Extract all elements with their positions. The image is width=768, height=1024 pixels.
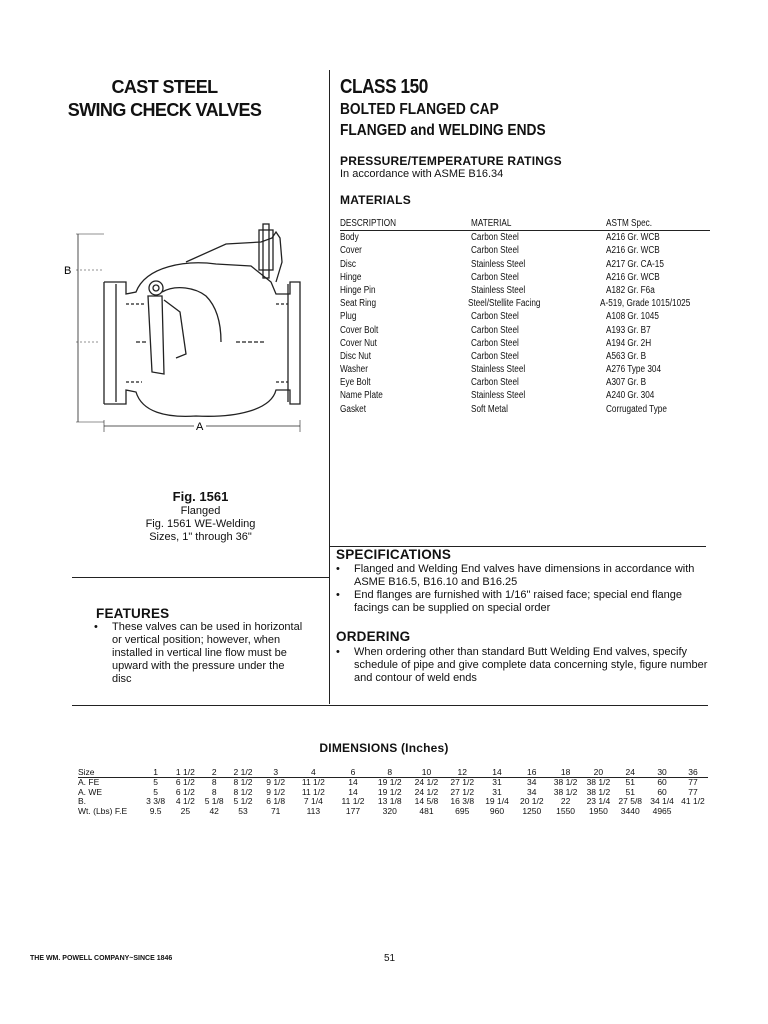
dimension-cell: 19 1/4 bbox=[485, 796, 509, 807]
section-bottom-rule bbox=[72, 705, 708, 706]
dimension-cell: 27 1/2 bbox=[450, 786, 475, 797]
dimension-cell: 77 bbox=[688, 786, 698, 797]
left-title-line-2: SWING CHECK VALVES bbox=[67, 100, 262, 120]
figure-line-1: Flanged bbox=[180, 505, 221, 517]
right-title-line-2: BOLTED FLANGED CAP bbox=[340, 101, 499, 118]
dimension-cell: 19 1/2 bbox=[377, 786, 402, 797]
figure-caption bbox=[72, 489, 329, 544]
dimension-cell: 51 bbox=[625, 786, 635, 797]
dimension-cell: 24 1/2 bbox=[414, 786, 439, 797]
material-name: Stainless Steel bbox=[470, 390, 526, 402]
material-name: Stainless Steel bbox=[470, 258, 526, 270]
materials-row bbox=[340, 324, 710, 337]
material-description: Washer bbox=[340, 364, 368, 376]
dimension-cell: 60 bbox=[657, 777, 667, 788]
material-name: Carbon Steel bbox=[470, 350, 519, 362]
spec-item bbox=[336, 563, 708, 589]
feature-item-text: These valves can be used in horizontal or vertical position; however, when installed in vertical line flow must be upward with the pressure under the disc bbox=[112, 621, 303, 685]
ordering-heading: ORDERING bbox=[336, 629, 411, 644]
dimension-cell: 34 bbox=[527, 777, 537, 788]
dimension-cell bbox=[678, 807, 708, 816]
dimension-cell: 5 1/8 bbox=[204, 796, 224, 807]
material-astm: A240 Gr. 304 bbox=[605, 390, 654, 402]
materials-row bbox=[340, 271, 710, 284]
figure-title: Fig. 1561 bbox=[172, 489, 229, 504]
material-name: Stainless Steel bbox=[470, 284, 526, 296]
dimension-cell: 1550 bbox=[556, 805, 576, 816]
dimension-cell: 27 1/2 bbox=[450, 777, 475, 788]
material-description: Eye Bolt bbox=[340, 377, 371, 389]
right-title-line-3: FLANGED and WELDING ENDS bbox=[340, 122, 546, 139]
dimension-cell: 177 bbox=[345, 805, 361, 816]
material-astm: A194 Gr. 2H bbox=[605, 337, 651, 349]
dimension-cell: 11 1/2 bbox=[301, 777, 325, 788]
left-title-line-1: CAST STEEL bbox=[111, 77, 218, 97]
ratings-section bbox=[340, 154, 562, 181]
materials-row bbox=[340, 376, 710, 389]
drawing-label-a: A bbox=[196, 421, 204, 433]
dimensions-heading-text: DIMENSIONS (Inches) bbox=[319, 741, 449, 755]
materials-row bbox=[340, 363, 710, 376]
dimension-cell: 38 1/2 bbox=[553, 777, 578, 788]
figure-line-3: Sizes, 1" through 36" bbox=[149, 531, 252, 543]
material-description: Name Plate bbox=[340, 390, 383, 402]
material-astm: A216 Gr. WCB bbox=[605, 232, 660, 244]
dimension-cell: 481 bbox=[419, 805, 434, 816]
dimension-cell: 2 1/2 bbox=[227, 768, 259, 778]
dimension-cell: 10 bbox=[408, 768, 446, 778]
dimension-row-label: A. WE bbox=[78, 786, 103, 797]
dimension-cell: 19 1/2 bbox=[377, 777, 402, 788]
material-description: Hinge bbox=[340, 271, 362, 283]
material-name: Carbon Steel bbox=[470, 311, 519, 323]
materials-row bbox=[340, 284, 710, 297]
dimension-cell: 113 bbox=[306, 805, 321, 816]
material-astm: A563 Gr. B bbox=[605, 350, 646, 362]
materials-col-description: DESCRIPTION bbox=[340, 218, 397, 229]
features-section bbox=[96, 606, 306, 686]
dimension-cell: 2 bbox=[201, 768, 227, 778]
dimension-cell: 31 bbox=[492, 777, 502, 788]
specifications-heading: SPECIFICATIONS bbox=[336, 547, 452, 562]
dimension-cell: 20 1/2 bbox=[519, 796, 544, 807]
ordering-section bbox=[336, 629, 708, 685]
dimensions-header-row bbox=[78, 768, 708, 778]
dimension-cell: 1 bbox=[142, 768, 170, 778]
materials-row bbox=[340, 389, 710, 402]
footer-company: THE WM. POWELL COMPANY~SINCE 1846 bbox=[30, 955, 173, 962]
materials-row bbox=[340, 244, 710, 257]
materials-table bbox=[340, 217, 710, 416]
dimensions-table-wrap bbox=[78, 768, 708, 816]
valve-drawing bbox=[64, 222, 316, 434]
dimension-row-label: Wt. (Lbs) F.E bbox=[78, 805, 128, 816]
dimension-cell: 3 3/8 bbox=[146, 796, 166, 807]
dimension-cell: 14 bbox=[479, 768, 515, 778]
dimension-cell: 8 bbox=[372, 768, 408, 778]
material-astm: A193 Gr. B7 bbox=[605, 324, 651, 336]
material-description: Body bbox=[340, 232, 359, 244]
dimension-cell: 6 1/2 bbox=[175, 786, 195, 797]
dimension-cell: 14 bbox=[348, 777, 358, 788]
material-description: Gasket bbox=[340, 403, 366, 415]
dimension-cell: 23 1/4 bbox=[586, 796, 611, 807]
dimension-cell: 27 5/8 bbox=[618, 796, 643, 807]
feature-item bbox=[94, 621, 306, 686]
ratings-heading: PRESSURE/TEMPERATURE RATINGS bbox=[340, 154, 562, 168]
left-title bbox=[0, 76, 329, 122]
dimension-cell: 34 1/4 bbox=[650, 796, 674, 807]
materials-row bbox=[340, 231, 710, 244]
dimension-cell: 53 bbox=[238, 805, 248, 816]
dimension-cell: 960 bbox=[489, 805, 505, 816]
column-divider bbox=[329, 70, 330, 704]
dimension-cell: 24 1/2 bbox=[414, 777, 439, 788]
material-name: Carbon Steel bbox=[470, 232, 519, 244]
material-astm: A217 Gr. CA-15 bbox=[605, 258, 664, 270]
dimension-cell: 6 bbox=[334, 768, 372, 778]
material-name: Carbon Steel bbox=[470, 337, 519, 349]
dimension-row-label: A. FE bbox=[78, 777, 100, 788]
dimension-cell: 30 bbox=[646, 768, 678, 778]
material-description: Seat Ring bbox=[340, 298, 377, 310]
dimension-cell: 8 bbox=[211, 786, 217, 797]
figure-line-2: Fig. 1561 WE-Welding bbox=[145, 518, 256, 530]
dimension-cell: 34 bbox=[527, 786, 537, 797]
dimension-cell: 77 bbox=[688, 777, 698, 788]
class-title: CLASS 150 bbox=[340, 76, 428, 98]
materials-col-astm: ASTM Spec. bbox=[605, 218, 652, 229]
dimension-cell: 5 bbox=[153, 777, 158, 788]
dimension-cell: 1250 bbox=[522, 805, 542, 816]
dimension-cell: 38 1/2 bbox=[553, 786, 578, 797]
materials-row bbox=[340, 350, 710, 363]
material-astm: A182 Gr. F6a bbox=[605, 284, 655, 296]
dimensions-row bbox=[78, 807, 708, 816]
dimension-cell: 11 1/2 bbox=[341, 796, 365, 807]
spec-item-text: Flanged and Welding End valves have dimensions in accordance with ASME B16.5, B16.10 and B16.25 bbox=[354, 563, 695, 588]
dimension-cell: 14 bbox=[348, 786, 358, 797]
dimensions-heading bbox=[0, 739, 768, 757]
material-astm: A216 Gr. WCB bbox=[605, 271, 660, 283]
dimension-cell: 16 bbox=[515, 768, 549, 778]
material-name: Carbon Steel bbox=[470, 245, 519, 257]
dimension-row-label: B. bbox=[78, 796, 87, 807]
dimension-cell: 12 bbox=[445, 768, 479, 778]
dimension-cell: 1950 bbox=[588, 805, 608, 816]
page-number: 51 bbox=[384, 953, 396, 964]
material-description: Hinge Pin bbox=[340, 284, 376, 296]
materials-body bbox=[340, 231, 710, 416]
material-name: Stainless Steel bbox=[470, 364, 526, 376]
dimension-cell: 16 3/8 bbox=[450, 796, 475, 807]
bullet-icon: • bbox=[94, 621, 98, 633]
dimension-cell: 42 bbox=[209, 805, 219, 816]
dimension-cell: 6 1/8 bbox=[266, 796, 286, 807]
material-description: Cover Nut bbox=[340, 337, 377, 349]
ordering-item-text: When ordering other than standard Butt Welding End valves, specify schedule of pipe and give complete data concerning style, figure number and contour of weld ends bbox=[354, 646, 708, 684]
materials-row bbox=[340, 297, 710, 310]
material-description: Disc bbox=[340, 258, 356, 270]
dimension-cell: 1 1/2 bbox=[170, 768, 202, 778]
dimension-cell: 20 bbox=[582, 768, 614, 778]
bullet-icon: • bbox=[336, 646, 340, 658]
drawing-label-b: B bbox=[64, 265, 72, 277]
dimension-cell: 8 bbox=[211, 777, 217, 788]
features-rule bbox=[72, 577, 329, 578]
spec-item-text: End flanges are furnished with 1/16" raised face; special end flange facings can be supplied on special order bbox=[354, 589, 683, 614]
dimension-cell: 14 5/8 bbox=[414, 796, 439, 807]
ratings-text: In accordance with ASME B16.34 bbox=[340, 168, 504, 180]
dimension-cell: 11 1/2 bbox=[301, 786, 325, 797]
material-astm: A108 Gr. 1045 bbox=[605, 311, 659, 323]
dimension-cell: 695 bbox=[455, 805, 470, 816]
material-description: Cover bbox=[340, 245, 362, 257]
material-name: Soft Metal bbox=[470, 403, 508, 415]
dimension-cell: 24 bbox=[614, 768, 646, 778]
materials-row bbox=[340, 403, 710, 416]
dimension-cell: 51 bbox=[625, 777, 635, 788]
materials-col-material: MATERIAL bbox=[470, 218, 512, 229]
dimension-cell: 5 bbox=[153, 786, 158, 797]
dimension-cell: 38 1/2 bbox=[586, 786, 611, 797]
features-heading: FEATURES bbox=[96, 606, 170, 621]
dimension-cell: 36 bbox=[678, 768, 708, 778]
spec-item bbox=[336, 589, 708, 615]
material-astm: A307 Gr. B bbox=[605, 377, 646, 389]
dimension-cell: 320 bbox=[382, 805, 397, 816]
dimension-cell: 4 bbox=[293, 768, 335, 778]
dimension-cell: 60 bbox=[657, 786, 667, 797]
bullet-icon: • bbox=[336, 563, 340, 575]
dimensions-table bbox=[78, 768, 708, 816]
material-name: Carbon Steel bbox=[470, 271, 519, 283]
material-description: Plug bbox=[340, 311, 357, 323]
material-description: Disc Nut bbox=[340, 350, 371, 362]
dimension-cell: 18 bbox=[549, 768, 583, 778]
materials-row bbox=[340, 258, 710, 271]
dimension-cell: 71 bbox=[270, 805, 281, 816]
material-astm: A216 Gr. WCB bbox=[605, 245, 660, 257]
dimension-row-label: Size bbox=[78, 768, 142, 778]
bullet-icon: • bbox=[336, 589, 340, 601]
dimension-cell: 5 1/2 bbox=[233, 796, 253, 807]
dimension-cell: 8 1/2 bbox=[233, 786, 253, 797]
dimension-cell: 25 bbox=[180, 805, 191, 816]
dimension-cell: 9 1/2 bbox=[266, 786, 286, 797]
materials-header-row bbox=[340, 217, 710, 230]
dimension-cell: 6 1/2 bbox=[175, 777, 195, 788]
dimension-cell: 7 1/4 bbox=[303, 796, 323, 807]
dimension-cell: 31 bbox=[492, 786, 502, 797]
material-astm: Corrugated Type bbox=[605, 403, 667, 415]
dimension-cell: 4965 bbox=[652, 805, 672, 816]
specifications-section bbox=[336, 547, 708, 615]
material-name: Carbon Steel bbox=[470, 324, 519, 336]
materials-heading-text: MATERIALS bbox=[340, 193, 411, 207]
right-title bbox=[340, 76, 579, 141]
materials-row bbox=[340, 337, 710, 350]
dimension-cell: 9 1/2 bbox=[266, 777, 286, 788]
dimension-cell: 8 1/2 bbox=[233, 777, 253, 788]
dimension-cell: 22 bbox=[560, 796, 571, 807]
material-astm: A276 Type 304 bbox=[605, 364, 661, 376]
dimension-cell: 4 1/2 bbox=[175, 796, 195, 807]
dimension-cell: 9.5 bbox=[149, 805, 162, 816]
materials-heading bbox=[340, 193, 411, 207]
material-astm: A-519, Grade 1015/1025 bbox=[600, 298, 691, 310]
materials-row bbox=[340, 310, 710, 323]
dimension-cell: 3440 bbox=[620, 805, 640, 816]
dimension-cell: 41 1/2 bbox=[681, 796, 705, 807]
dimension-cell: 38 1/2 bbox=[586, 777, 611, 788]
material-name: Carbon Steel bbox=[470, 377, 519, 389]
ordering-item bbox=[336, 646, 708, 685]
material-name: Steel/Stellite Facing bbox=[468, 298, 541, 310]
dimension-cell: 3 bbox=[259, 768, 293, 778]
material-description: Cover Bolt bbox=[340, 324, 379, 336]
dimension-cell: 13 1/8 bbox=[377, 796, 402, 807]
